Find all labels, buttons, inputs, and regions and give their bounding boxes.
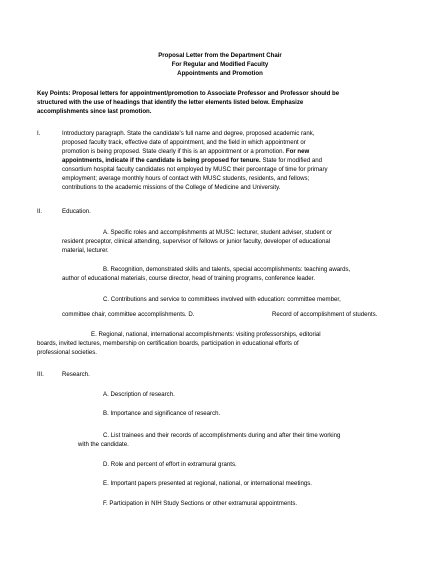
section-2-c-line-2: committee chair, committee accomplishments. D. — [62, 311, 195, 318]
section-2-a-line-1: A. Specific roles and accomplishments at MUSC: lecturer, student adviser, student or — [103, 229, 332, 236]
section-1-line-6: employment; average monthly hours of contact with MUSC students, residents, and fellows; — [62, 175, 310, 182]
section-1-line-3-text: promotion is being proposed. State clearly if this is an appointment or a promotion. — [62, 148, 286, 155]
doc-title-line-3: Appointments and Promotion — [177, 70, 263, 77]
section-1-line-3 — [62, 148, 309, 157]
section-2-e-line-3: professional societies. — [37, 349, 97, 356]
section-2-b-line-2: author of educational materials, course director, head of training programs, conference leader. — [62, 275, 316, 282]
section-1-line-7: contributions to the academic missions of the College of Medicine and University. — [62, 184, 281, 191]
section-1-line-4-bold: appointments, indicate if the candidate is being proposed for tenure. — [62, 157, 261, 164]
section-3-d: D. Role and percent of effort in extramural grants. — [103, 461, 237, 468]
section-3-a: A. Description of research. — [103, 391, 175, 398]
section-2-a-line-2: resident preceptor, clinical attending, supervisor of fellows or junior faculty, developer of educational — [62, 238, 331, 245]
section-1-line-3-bold: For new — [285, 148, 310, 155]
section-1-line-2: proposed faculty track, effective date of appointment, and the field in which appointment or — [62, 139, 306, 146]
section-2-d-line: Record of accomplishment of students. — [272, 311, 378, 318]
section-3-f: F. Participation in NIH Study Sections or other extramural appointments. — [103, 500, 298, 507]
section-2-e-line-1: E. Regional, national, international accomplishments: visiting professorships, editorial — [91, 331, 321, 338]
section-1-line-4-text: State for modified and — [260, 157, 323, 164]
section-1-line-4 — [62, 157, 322, 166]
section-2-c-line-1: C. Contributions and service to committees involved with education: committee member, — [103, 296, 341, 303]
section-1-number: I. — [37, 130, 41, 137]
section-3-number: III. — [37, 371, 44, 378]
key-points-line-1: Key Points: Proposal letters for appointment/promotion to Associate Professor and Professor should be — [37, 90, 340, 97]
section-3-c-line-2: with the candidate. — [78, 441, 129, 448]
section-3-b: B. Importance and significance of research. — [103, 410, 221, 417]
section-2-number: II. — [37, 208, 43, 215]
section-3-title: Research. — [62, 371, 90, 378]
doc-title-line-1: Proposal Letter from the Department Chair — [158, 52, 282, 59]
key-points-line-2: structured with the use of headings that identify the letter elements listed below. Emphasize — [37, 99, 304, 106]
section-2-e-line-2: boards, invited lectures, membership on certification boards, participation in educational efforts of — [37, 340, 299, 347]
section-2-b-line-1: B. Recognition, demonstrated skills and talents, special accomplishments: teaching awards, — [103, 266, 351, 273]
section-1-line-5: consortium hospital faculty candidates not employed by MUSC their percentage of time for primary — [62, 166, 328, 173]
section-3-c-line-1: C. List trainees and their records of accomplishments during and after their time working — [103, 432, 341, 439]
section-2-title: Education. — [62, 208, 91, 215]
key-points-line-3: accomplishments since last promotion. — [37, 108, 152, 115]
doc-title-line-2: For Regular and Modified Faculty — [171, 61, 269, 68]
section-2-a-line-3: material, lecturer. — [62, 247, 109, 254]
section-3-e: E. Important papers presented at regional, national, or international meetings. — [103, 480, 313, 487]
section-1-line-1: Introductory paragraph. State the candidate's full name and degree, proposed academic rank, — [62, 130, 315, 137]
